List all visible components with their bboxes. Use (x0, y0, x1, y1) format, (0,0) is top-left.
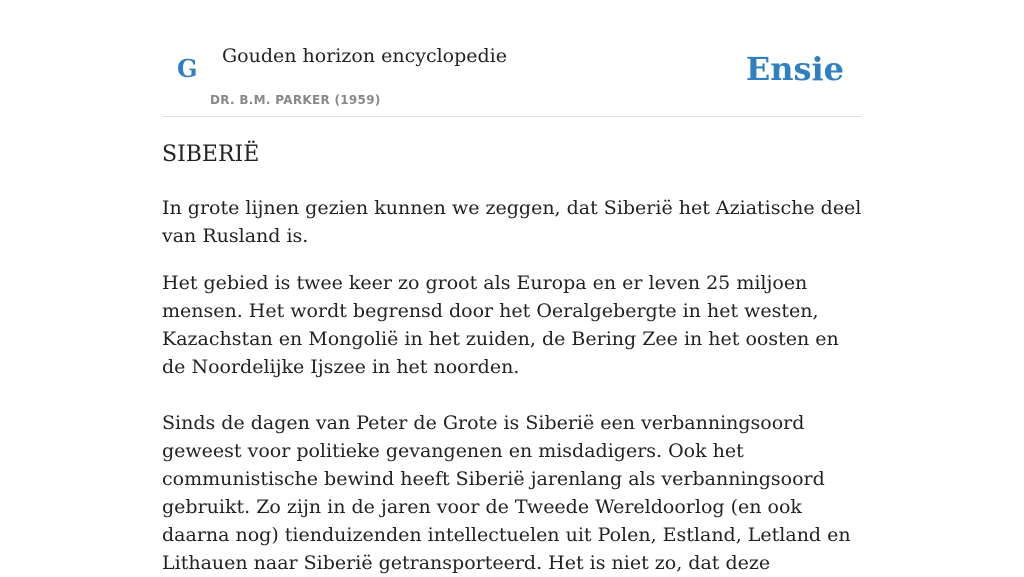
paragraph-geography: Het gebied is twee keer zo groot als Europa en er leven 25 miljoen mensen. Het wordt begrensd door het Oeralgebergte in het westen, Kazachstan en Mongolië in het zuiden, de Bering Zee in het oosten en de Noordelijke Ijszee in het noorden. (162, 272, 839, 378)
book-logo[interactable]: G (177, 54, 198, 83)
paragraph-intro: In grote lijnen gezien kunnen we zeggen, dat Siberië het Aziatische deel van Rusland is. (162, 197, 862, 247)
entry-title: SIBERIË (162, 142, 260, 167)
site-header (162, 0, 862, 117)
book-title-link[interactable]: Gouden horizon encyclopedie (222, 45, 507, 67)
paragraph-history: Sinds de dagen van Peter de Grote is Siberië een verbanningsoord geweest voor politieke gevangenen en misdadigers. Ook het communistische bewind heeft Siberië jarenlang als verbanningsoord gebruikt. Zo zijn in de jaren voor de Tweede Wereldoorlog (en ook daarna nog) tienduizenden intellectuelen uit Polen, Estland, Letland en Lithauen naar Siberië getransporteerd. Het is niet zo, dat deze (162, 412, 851, 574)
brand-logo-link[interactable]: Ensie (745, 50, 844, 88)
article-content (162, 138, 862, 577)
author-line: DR. B.M. PARKER (1959) (210, 93, 381, 107)
